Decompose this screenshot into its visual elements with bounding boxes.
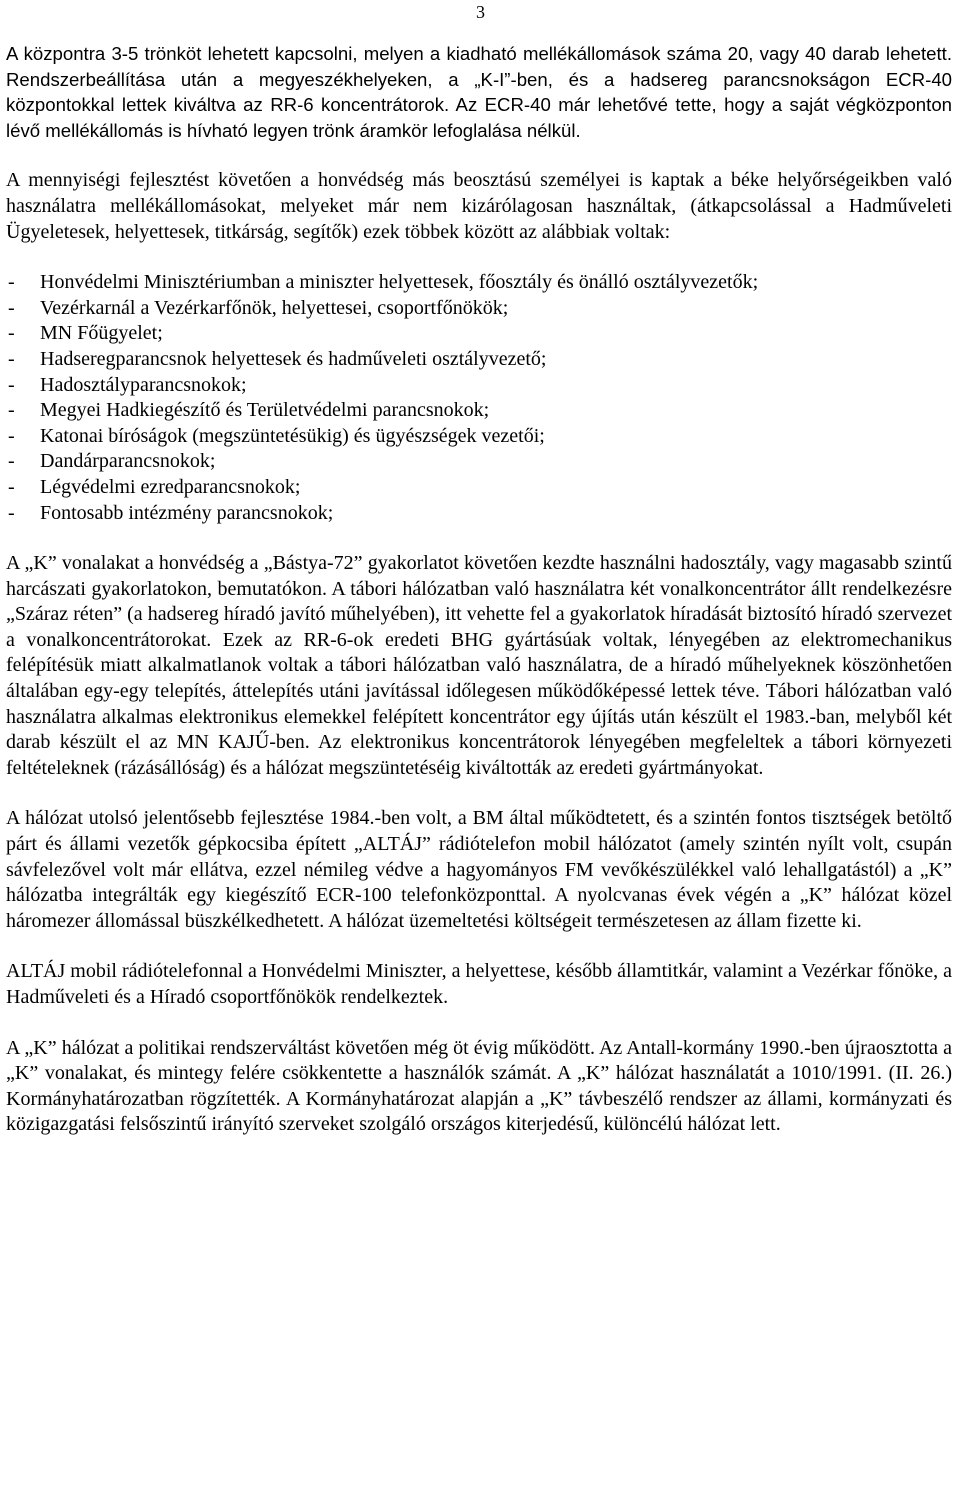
paragraph-ecr40-intro: A központra 3-5 trönköt lehetett kapcsolni, melyen a kiadható mellékállomások száma 20, vagy 40 darab lehetett. Rendszerbeállítása után a megyeszékhelyeken, a „K-I”-ben, és a hadsereg parancsnokságon ECR-40 központokkal lettek kiváltva az RR-6 koncentrátorok. Az ECR-40 már lehetővé tette, hogy a saját végközponton lévő mellékállomás is hívható legyen trönk áramkör lefoglalása nélkül. <box>6 43 952 141</box>
list-item <box>6 296 952 322</box>
list-item-text: Hadseregparancsnok helyettesek és hadműveleti osztályvezető; <box>40 347 547 370</box>
list-item-text: Légvédelmi ezredparancsnokok; <box>40 475 301 498</box>
list-item <box>6 270 952 296</box>
paragraph-altaj-users: ALTÁJ mobil rádiótelefonnal a Honvédelmi Miniszter, a helyettese, később államtitkár, valamint a Vezérkar főnöke, a Hadműveleti és a Híradó csoportfőnökök rendelkeztek. <box>6 960 952 1008</box>
list-item-text: Fontosabb intézmény parancsnokok; <box>40 501 334 524</box>
list-marker: - <box>8 501 15 524</box>
list-marker: - <box>8 373 15 396</box>
list-item <box>6 475 952 501</box>
paragraph-altaj-integration: A hálózat utolsó jelentősebb fejlesztése 1984.-ben volt, a BM által működtetett, és a szintén fontos tisztségek betöltő párt és állami vezetők gépkocsiba épített „ALTÁJ” rádiótelefon mobil hálózatot (amely szintén nyílt volt, csupán sávfelezővel volt már ellátva, ezzel némileg védve a hagyományos FM vevőkészülékkel való lehallgatástól) a „K” hálózatba integrálták egy kiegészítő ECR-100 telefonközponttal. A nyolcvanas évek végén a „K” hálózat közel háromezer állomással büszkélkedhetett. A hálózat üzemeltetési költségeit természetesen az állam fizette ki. <box>6 807 952 932</box>
list-item-text: Dandárparancsnokok; <box>40 450 216 473</box>
paragraph-network-after-1990: A „K” hálózat a politikai rendszerváltást követően még öt évig működött. Az Antall-kormány 1990.-ben újraosztotta a „K” vonalakat, és mintegy felére csökkentette a használók számát. A „K” hálózat használatát a 1010/1991. (II. 26.) Kormányhatározatban rögzítették. A Kormányhatározat alapján a „K” távbeszélő rendszer az állami, kormányzati és közigazgatási felsőszintű irányító szerveket szolgáló országos kiterjedésű, különcélú hálózat lett. <box>6 1036 952 1136</box>
list-marker: - <box>8 424 15 447</box>
list-item-text: MN Főügyelet; <box>40 322 163 345</box>
list-marker: - <box>8 475 15 498</box>
page-number: 3 <box>476 2 485 22</box>
list-marker: - <box>8 450 15 473</box>
list-item-text: Megyei Hadkiegészítő és Területvédelmi parancsnokok; <box>40 399 490 422</box>
list-marker: - <box>8 322 15 345</box>
list-item-text: Honvédelmi Minisztériumban a miniszter helyettesek, főosztály és önálló osztályvezetők; <box>40 271 759 294</box>
paragraph-field-network: A „K” vonalakat a honvédség a „Bástya-72” gyakorlatot követően kezdte használni hadosztály, vagy magasabb szintű harcászati gyakorlatokon, bemutatókon. A tábori hálózatban való használatra két vonalkoncentrátor állt rendelkezésre „Száraz réten” (a hadsereg híradó javító műhelyében), itt vehette fel a gyakorlatok híradását biztosító híradó szervezet a vonalkoncentrátorokat. Ezek az RR-6-ok eredeti BHG gyártásúak voltak, lényegében az elektromechanikus felépítésük miatt alkalmatlanok voltak a tábori hálózatban való használatra, de a híradó műhelyeknek köszönhetően általában egy-egy telepítés, áttelepítés utáni javítással időlegesen működőképessé lettek téve. Tábori hálózatban való használatra alkalmas elektronikus elemekkel felépített koncentrátor egy újítás után készült el 1983.-ban, melyből két darab készült el az MN KAJŰ-ben. Az elektronikus koncentrátorok lényegében megfeleltek a tábori környezeti feltételeknek (rázásállóság) és a hálózat megszüntetéséig kiváltották az eredeti gyártmányokat. <box>6 552 952 779</box>
list-item <box>6 373 952 399</box>
paragraph-extension-users: A mennyiségi fejlesztést követően a honvédség más beosztású személyei is kaptak a béke helyőrségeikben való használatra mellékállomásokat, melyeket már nem kizárólagosan használtak, (átkapcsolással a Hadműveleti Ügyeletesek, helyettesek, titkárság, segítők) ezek többek között az alábbiak voltak: <box>6 169 952 243</box>
list-marker: - <box>8 271 15 294</box>
list-item <box>6 321 952 347</box>
list-marker: - <box>8 399 15 422</box>
document-body <box>6 41 952 1163</box>
list-marker: - <box>8 296 15 319</box>
list-item-text: Katonai bíróságok (megszüntetésükig) és ügyészségek vezetői; <box>40 424 545 447</box>
user-list <box>6 270 952 526</box>
list-item <box>6 424 952 450</box>
list-item-text: Hadosztályparancsnokok; <box>40 373 247 396</box>
list-item-text: Vezérkarnál a Vezérkarfőnök, helyettesei, csoportfőnökök; <box>40 296 509 319</box>
list-item <box>6 449 952 475</box>
list-item <box>6 501 952 527</box>
list-marker: - <box>8 347 15 370</box>
list-item <box>6 398 952 424</box>
list-item <box>6 347 952 373</box>
